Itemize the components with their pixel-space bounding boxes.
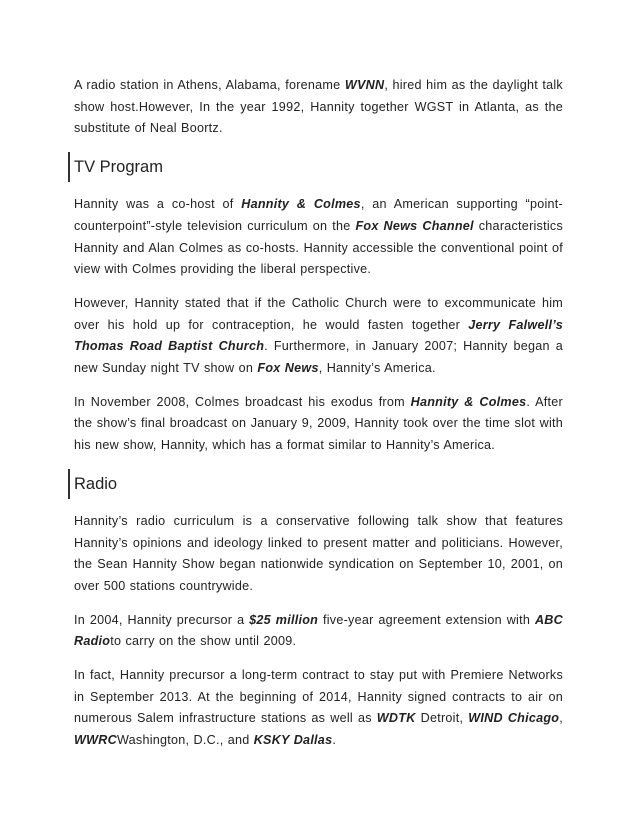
fox-news-channel-emphasis: Fox News Channel — [355, 218, 474, 233]
radio-paragraph-2: In 2004, Hannity precursor a $25 million five-year agreement extension with ABC Radioto carry on the show until 2009. — [74, 612, 563, 649]
wind-chicago-emphasis: WIND Chicago — [468, 711, 560, 726]
wvnn-emphasis: WVNN — [344, 78, 385, 92]
radio-heading: Radio — [68, 469, 563, 499]
falwell-church-emphasis: Jerry Falwell’s Thomas Road Baptist Church — [74, 317, 563, 354]
fox-news-emphasis: Fox News — [257, 361, 319, 376]
tv-program-heading: TV Program — [68, 152, 563, 182]
wdtk-emphasis: WDTK — [376, 711, 416, 726]
hannity-colmes-emphasis: Hannity & Colmes — [241, 197, 361, 212]
intro-paragraph: A radio station in Athens, Alabama, forename WVNN, hired him as the daylight talk show host.However, In the year 1992, Hannity together WGST in Atlanta, as the substitute of Neal Boortz. — [74, 78, 563, 136]
ksky-dallas-emphasis: KSKY Dallas — [253, 733, 333, 748]
abc-radio-emphasis: ABC Radio — [74, 612, 563, 649]
tv-paragraph-1: Hannity was a co-host of Hannity & Colmes, an American supporting “point-counterpoint”-style television curriculum on the Fox News Channel characteristics Hannity and Alan Colmes as co-hosts. Hannity accessible the conventional point of view with Colmes providing the liberal perspective. — [74, 197, 563, 277]
document-page — [74, 75, 563, 764]
radio-paragraph-1: Hannity’s radio curriculum is a conservative following talk show that features Hannity’s opinions and ideology linked to present matter and politicians. However, the Sean Hannity Show began nationwide syndication on September 10, 2001, on over 500 stations countrywide. — [74, 513, 563, 593]
wwrc-emphasis: WWRC — [74, 733, 117, 748]
tv-paragraph-2: However, Hannity stated that if the Catholic Church were to excommunicate him over his hold up for contraception, he would fasten together Jerry Falwell’s Thomas Road Baptist Church. Furthermore, in January 2007; Hannity began a new Sunday night TV show on Fox News, Hannity’s America. — [74, 295, 563, 376]
radio-paragraph-3: In fact, Hannity precursor a long-term contract to stay put with Premiere Networks in September 2013. At the beginning of 2014, Hannity signed contracts to air on numerous Salem infrastructure stations as well as WDTK Detroit, WIND Chicago, WWRCWashington, D.C., and KSKY Dallas. — [74, 668, 563, 748]
amount-emphasis: $25 million — [249, 612, 319, 627]
hannity-colmes-emphasis-2: Hannity & Colmes — [410, 394, 527, 409]
tv-paragraph-3: In November 2008, Colmes broadcast his exodus from Hannity & Colmes. After the show’s final broadcast on January 9, 2009, Hannity took over the time slot with his new show, Hannity, which has a format similar to Hannity’s America. — [74, 394, 563, 453]
